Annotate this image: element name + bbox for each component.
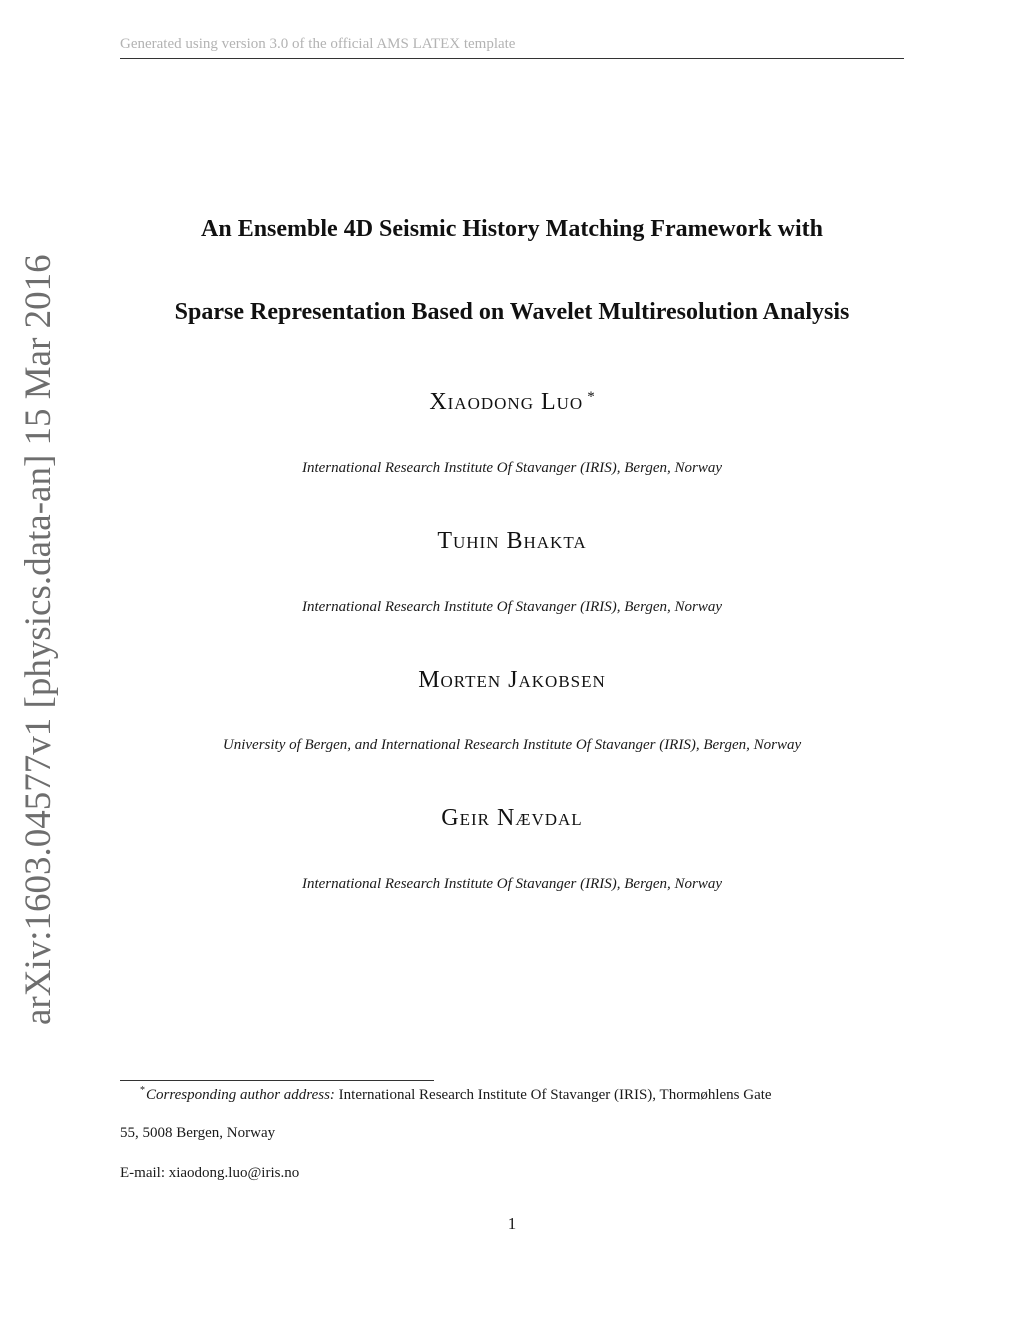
template-header: Generated using version 3.0 of the official AMS LATEX template: [120, 36, 516, 52]
author-3-name: Morten Jakobsen: [418, 667, 606, 693]
footnote-email: E-mail: xiaodong.luo@iris.no: [120, 1165, 300, 1181]
author-3-affiliation: University of Bergen, and International Research Institute Of Stavanger (IRIS), Bergen, Norway: [222, 737, 802, 753]
author-4: [112, 805, 912, 832]
footnote-mark: *: [140, 1085, 145, 1096]
title-line-1: An Ensemble 4D Seismic History Matching Framework with: [201, 216, 823, 242]
author-2-name: Tuhin Bhakta: [437, 528, 587, 554]
author-1-name: Xiaodong Luo: [429, 389, 584, 415]
author-2-affiliation: International Research Institute Of Stavanger (IRIS), Bergen, Norway: [301, 599, 723, 615]
author-2: [112, 528, 912, 555]
author-1: [112, 389, 912, 416]
footnote-address-line-1: International Research Institute Of Stavanger (IRIS), Thormøhlens Gate: [338, 1087, 772, 1103]
footnote-rule: [120, 1080, 434, 1081]
arxiv-identifier: arXiv:1603.04577v1 [physics.data-an] 15 Mar 2016: [18, 254, 59, 1025]
footnote-label: Corresponding author address:: [146, 1087, 335, 1103]
author-1-affiliation: International Research Institute Of Stavanger (IRIS), Bergen, Norway: [301, 460, 723, 476]
title-line-2: Sparse Representation Based on Wavelet Multiresolution Analysis: [174, 299, 850, 325]
page-number: 1: [507, 1214, 517, 1233]
author-1-mark: *: [587, 389, 595, 405]
author-3: [112, 667, 912, 694]
header-rule: [120, 58, 904, 59]
author-4-name: Geir Nævdal: [441, 805, 583, 831]
footnote-address-line-2: 55, 5008 Bergen, Norway: [120, 1125, 276, 1141]
author-4-affiliation: International Research Institute Of Stavanger (IRIS), Bergen, Norway: [301, 876, 723, 892]
footnote-line-1: [140, 1085, 772, 1104]
